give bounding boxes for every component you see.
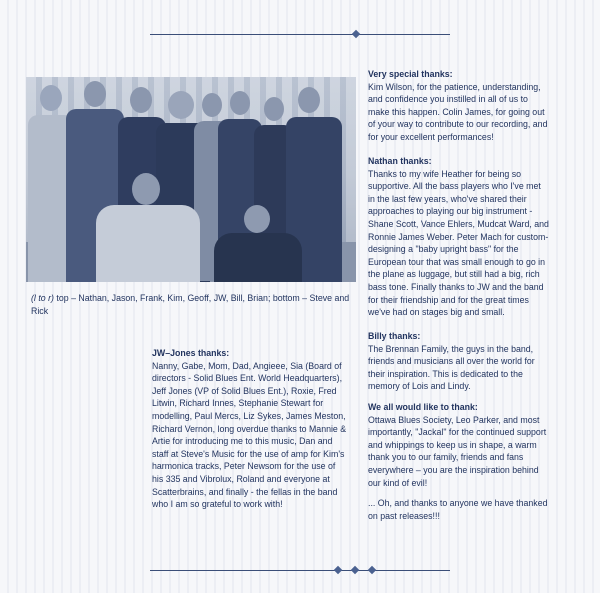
- section-heading: Very special thanks:: [368, 69, 453, 79]
- section-heading: JW–Jones thanks:: [152, 348, 230, 358]
- section-body: Thanks to my wife Heather for being so supportive. All the bass players who I've met in the last few years, who've shared their approaches to playing our big instrument - Shane Scott, Vance Ehlers, Mudcat Ward, and Ronnie James Weber. Peter Mach for custom-designing a "baby upright bass" for the European tour that was small enough to go in the plane as luggage, but still had a big, rich bass tone. Finally thanks to JW and the band for their friendship and for the great times we've had on stages big and small.: [368, 168, 549, 318]
- section-heading: We all would like to thank:: [368, 402, 478, 412]
- section-body: Nanny, Gabe, Mom, Dad, Angieee, Sia (Board of directors - Solid Blues Ent. World Headquarters), Jeff Jones (VP of Solid Blues Ent.), Roxie, Fred Litwin, Richard Innes, Stephanie Stewart for modelling, Paul Mercs, Liz Sykes, James Meston, Richard Vernon, long overdue thanks to Mannie & Artie for introducing me to this music, Dan and staff at Steve's Music for the use of amp for Kim's harmonica tracks, Peter Newsom for the use of his 335 and Vibrolux, Roland and everyone at Scatterbrains, and finally - the fellas in the band who I am so grateful to work with!: [152, 360, 347, 510]
- section-heading: Billy thanks:: [368, 331, 421, 341]
- photo-caption: [31, 292, 361, 318]
- section-body: Kim Wilson, for the patience, understanding, and confidence you instilled in all of us to make this happen. Colin James, for going out of your way to contribute to our recording, and for your excellent performances!: [368, 81, 548, 142]
- section-body: Ottawa Blues Society, Leo Parker, and most importantly, "Jackal" for the continued support and whippings to keep us in shape, a warm thank you to our family, friends and fans everywhere – you are the inspiration behind our kind of evil!: [368, 414, 547, 488]
- top-divider-rule: [150, 34, 450, 35]
- caption-names: top – Nathan, Jason, Frank, Kim, Geoff, JW, Bill, Brian; bottom – Steve and Rick: [31, 293, 350, 316]
- caption-prefix: (l to r): [31, 293, 54, 303]
- section-jw-jones-thanks: [152, 347, 347, 511]
- section-body: The Brennan Family, the guys in the band, friends and musicians all over the world for their inspiration. This is dedicated to the memory of Lois and Lindy.: [368, 343, 535, 392]
- band-photo: [26, 77, 356, 282]
- bottom-diamond-ornament-2: [351, 566, 359, 574]
- section-nathan-thanks: [368, 155, 550, 319]
- section-we-all-thank: [368, 401, 550, 489]
- bottom-divider-rule: [150, 570, 450, 571]
- section-body: ... Oh, and thanks to anyone we have thanked on past releases!!!: [368, 498, 548, 521]
- section-heading: Nathan thanks:: [368, 156, 432, 166]
- bottom-diamond-ornament-1: [334, 566, 342, 574]
- section-billy-thanks: [368, 330, 550, 393]
- section-closing-note: [368, 497, 550, 522]
- bottom-diamond-ornament-3: [368, 566, 376, 574]
- top-diamond-ornament: [352, 30, 360, 38]
- section-very-special-thanks: [368, 68, 550, 144]
